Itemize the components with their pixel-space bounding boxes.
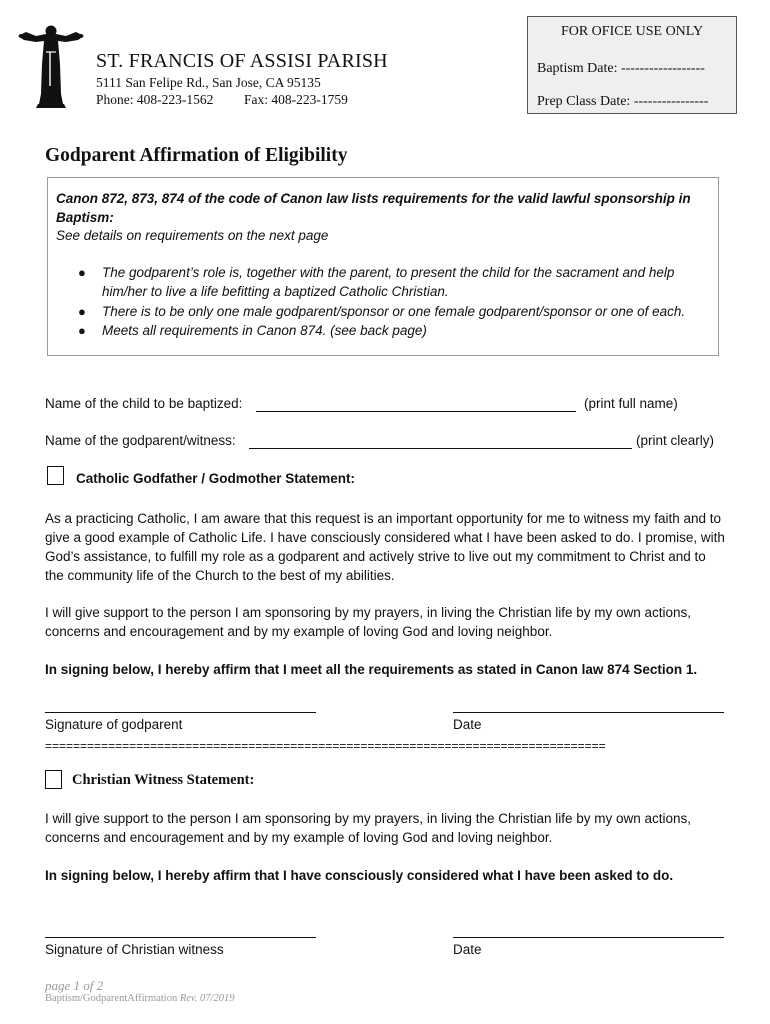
sponsor-support-paragraph: I will give support to the person I am sponsoring by my prayers, in living the Christian life by my own actions, concerns and encouragement and by my example of loving God and loving neighbor. — [45, 605, 692, 639]
godparent-signature-line[interactable] — [45, 712, 316, 713]
catholic-affirmation: In signing below, I hereby affirm that I meet all the requirements as stated in Canon law 874 Section 1. — [45, 662, 698, 677]
file-name: Baptism/GodparentAffirmation — [45, 993, 178, 1004]
witness-affirmation: In signing below, I hereby affirm that I have consciously considered what I have been asked to do. — [45, 868, 674, 883]
parish-name: ST. FRANCIS OF ASSISI PARISH — [96, 50, 388, 72]
revision-date: Rev. 07/2019 — [179, 993, 235, 1004]
catholic-statement-paragraph: As a practicing Catholic, I am aware that this request is an important opportunity for me to witness my faith and to give a good example of Catholic Life. I have consciously considered what I have been asked to do. I promise, with God’s assistance, to fulfill my role as a godparent and actively strive to live out my commitment to Christ and to the community life of the Church to the best of my abilities. — [45, 511, 725, 583]
godparent-signature-label: Signature of godparent — [45, 717, 183, 732]
catholic-statement-checkbox[interactable] — [47, 466, 64, 485]
child-name-label: Name of the child to be baptized: — [45, 396, 243, 411]
bullet-icon: ● — [78, 265, 86, 280]
witness-date-line[interactable] — [453, 937, 724, 938]
witness-signature-label: Signature of Christian witness — [45, 942, 224, 957]
godparent-date-line[interactable] — [453, 712, 724, 713]
witness-support-paragraph: I will give support to the person I am sponsoring by my prayers, in living the Christian life by my own actions, concerns and encouragement and by my example of loving God and loving neighbor. — [45, 811, 692, 845]
godparent-name-field[interactable] — [249, 448, 632, 449]
godparent-name-label: Name of the godparent/witness: — [45, 433, 236, 448]
witness-date-label: Date — [453, 942, 482, 957]
canon-intro: Canon 872, 873, 874 of the code of Canon law lists requirements for the valid lawful sponsorship in Baptism: — [56, 191, 691, 225]
section-divider: ================================================================================ — [45, 739, 606, 753]
requirement-item: Meets all requirements in Canon 874. (see back page) — [102, 323, 427, 338]
child-name-hint: (print full name) — [584, 396, 678, 411]
bullet-icon: ● — [78, 304, 86, 319]
witness-statement-checkbox[interactable] — [45, 770, 62, 789]
office-use-box — [527, 16, 737, 114]
parish-address: 5111 San Felipe Rd., San Jose, CA 95135 — [96, 75, 321, 90]
witness-statement-heading: Christian Witness Statement: — [72, 772, 255, 788]
catholic-statement-heading: Catholic Godfather / Godmother Statement: — [76, 471, 356, 486]
requirement-item: The godparent’s role is, together with the parent, to present the child for the sacrament and help him/her to live a life befitting a baptized Catholic Christian. — [102, 265, 675, 299]
canon-requirements-box — [47, 177, 719, 356]
godparent-name-hint: (print clearly) — [636, 433, 715, 448]
witness-signature-line[interactable] — [45, 937, 316, 938]
baptism-date-field: Baptism Date: ------------------ — [537, 61, 705, 76]
form-title: Godparent Affirmation of Eligibility — [45, 145, 348, 166]
canon-note: See details on requirements on the next page — [56, 228, 329, 243]
prep-class-date-field: Prep Class Date: ---------------- — [537, 94, 709, 109]
requirement-item: There is to be only one male godparent/sponsor or one female godparent/sponsor or one of each. — [102, 304, 686, 319]
godparent-date-label: Date — [453, 717, 482, 732]
bullet-icon: ● — [78, 323, 86, 338]
revision-footer — [45, 993, 234, 1004]
parish-phone: Phone: 408-223-1562 — [96, 92, 214, 107]
parish-fax: Fax: 408-223-1759 — [244, 92, 348, 107]
child-name-field[interactable] — [256, 411, 576, 412]
parish-logo-icon — [16, 24, 86, 110]
office-use-title: FOR OFICE USE ONLY — [560, 24, 704, 39]
page-number: page 1 of 2 — [45, 978, 104, 993]
